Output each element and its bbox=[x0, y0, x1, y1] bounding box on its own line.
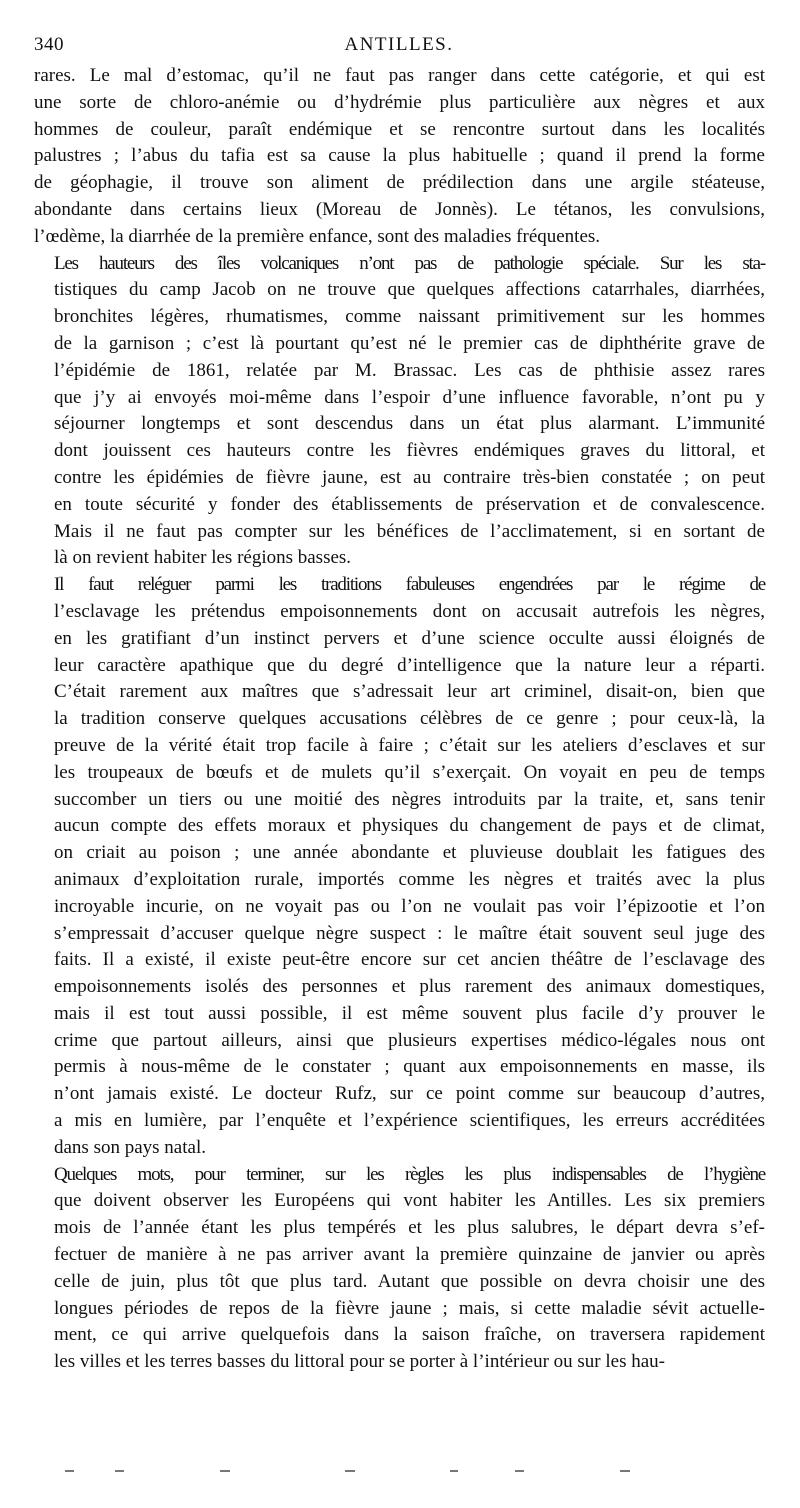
text-line: succomber un tiers ou une moitié des nègres introduits par la traite, et, sans tenir bbox=[54, 788, 765, 810]
text-line: a mis en lumière, par l’enquête et l’expérience scientifiques, les erreurs accréditées bbox=[54, 1110, 765, 1132]
text-line: les troupeaux de bœufs et de mulets qu’il s’exerçait. On voyait en peu de temps bbox=[54, 761, 765, 783]
text-line: l’esclavage les prétendus empoisonnements dont on accusait autrefois les nègres, bbox=[54, 600, 765, 622]
text-line: bronchites légères, rhumatismes, comme naissant primitivement sur les hommes bbox=[54, 306, 765, 328]
paragraph bbox=[34, 572, 765, 1162]
text-line: une sorte de chloro-anémie ou d’hydrémie plus particulière aux nègres et aux bbox=[34, 91, 765, 113]
text-line: tistiques du camp Jacob on ne trouve que quelques affections catarrhales, diarrhées, bbox=[54, 279, 765, 301]
text-line: crime que partout ailleurs, ainsi que plusieurs expertises médico-légales nous ont bbox=[54, 1029, 765, 1051]
text-line: Les hauteurs des îles volcaniques n’ont pas de pathologie spéciale. Sur les sta- bbox=[54, 252, 765, 274]
paragraph bbox=[34, 63, 765, 251]
text-line: aucun compte des effets moraux et physiques du changement de pays et de climat, bbox=[54, 815, 765, 837]
text-line: en toute sécurité y fonder des établissements de préservation et de convalescence. bbox=[54, 493, 765, 515]
page-number: 340 bbox=[34, 34, 64, 55]
text-line: permis à nous-même de le constater ; quant aux empoisonnements en masse, ils bbox=[54, 1056, 765, 1078]
text-line: Il faut reléguer parmi les traditions fabuleuses engendrées par le régime de bbox=[54, 574, 765, 596]
text-line: mais il est tout aussi possible, il est même souvent plus facile d’y prouver le bbox=[54, 1002, 765, 1024]
text-line: mois de l’année étant les plus tempérés et les plus salubres, le départ devra s’ef- bbox=[54, 1217, 765, 1239]
text-line: incroyable incurie, on ne voyait pas ou l’on ne voulait pas voir l’épizootie et l’on bbox=[54, 895, 765, 917]
text-line: Mais il ne faut pas compter sur les bénéfices de l’acclimatement, si en sortant de bbox=[54, 520, 765, 542]
text-line: n’ont jamais existé. Le docteur Rufz, sur ce point comme sur beaucoup d’autres, bbox=[54, 1083, 765, 1105]
text-line: dans son pays natal. bbox=[54, 1136, 206, 1158]
text-line: que j’y ai envoyés moi-même dans l’espoir d’une influence favorable, n’ont pu y bbox=[54, 386, 765, 408]
text-line: leur caractère apathique que du degré d’intelligence que la nature leur a réparti. bbox=[54, 654, 765, 676]
text-line: la tradition conserve quelques accusations célèbres de ce genre ; pour ceux-là, la bbox=[54, 708, 765, 730]
text-line: les villes et les terres basses du littoral pour se porter à l’intérieur ou sur les hau- bbox=[54, 1351, 665, 1373]
text-line: là on revient habiter les régions basses. bbox=[54, 547, 352, 569]
text-line: palustres ; l’abus du tafia est sa cause la plus habituelle ; quand il prend la forme bbox=[34, 145, 765, 167]
paragraph bbox=[34, 251, 765, 573]
text-line: C’était rarement aux maîtres que s’adressait leur art criminel, disait-on, bien que bbox=[54, 681, 765, 703]
text-line: abondante dans certains lieux (Moreau de Jonnès). Le tétanos, les convulsions, bbox=[34, 198, 765, 220]
running-title: ANTILLES. bbox=[344, 34, 454, 55]
text-line: que doivent observer les Européens qui vont habiter les Antilles. Les six premiers bbox=[54, 1190, 765, 1212]
text-line: longues périodes de repos de la fièvre jaune ; mais, si cette maladie sévit actuelle- bbox=[54, 1297, 765, 1319]
text-line: Quelques mots, pour terminer, sur les règles les plus indispensables de l’hygiène bbox=[54, 1163, 765, 1185]
text-line: séjourner longtemps et sont descendus dans un état plus alarmant. L’immunité bbox=[54, 413, 765, 435]
text-line: de la garnison ; c’est là pourtant qu’est né le premier cas de diphthérite grave de bbox=[54, 332, 765, 354]
text-line: on criait au poison ; une année abondante et pluvieuse doublait les fatigues des bbox=[54, 842, 765, 864]
text-line: empoisonnements isolés des personnes et plus rarement des animaux domestiques, bbox=[54, 976, 765, 998]
text-line: hommes de couleur, paraît endémique et se rencontre surtout dans les localités bbox=[34, 118, 765, 140]
text-line: contre les épidémies de fièvre jaune, est au contraire très-bien constatée ; on peut bbox=[54, 466, 765, 488]
body-text bbox=[34, 63, 765, 1376]
text-line: s’empressait d’accuser quelque nègre suspect : le maître était souvent seul juge des bbox=[54, 922, 765, 944]
text-line: rares. Le mal d’estomac, qu’il ne faut pas ranger dans cette catégorie, et qui est bbox=[34, 65, 765, 86]
text-line: preuve de la vérité était trop facile à faire ; c’était sur les ateliers d’esclaves et sur bbox=[54, 734, 765, 756]
text-line: ment, ce qui arrive quelquefois dans la saison fraîche, on traversera rapidement bbox=[54, 1324, 765, 1346]
page-header bbox=[34, 30, 764, 60]
text-line: l’épidémie de 1861, relatée par M. Brassac. Les cas de phthisie assez rares bbox=[54, 359, 765, 381]
text-line: de géophagie, il trouve son aliment de prédilection dans une argile stéateuse, bbox=[34, 172, 765, 194]
text-line: faits. Il a existé, il existe peut-être encore sur cet ancien théâtre de l’esclavage des bbox=[54, 949, 765, 971]
text-line: celle de juin, plus tôt que plus tard. Autant que possible on devra choisir une des bbox=[54, 1270, 765, 1292]
text-line: fectuer de manière à ne pas arriver avant la première quinzaine de janvier ou après bbox=[54, 1244, 765, 1266]
text-line: en les gratifiant d’un instinct pervers et d’une science occulte aussi éloignés de bbox=[54, 627, 765, 649]
text-line: dont jouissent ces hauteurs contre les fièvres endémiques graves du littoral, et bbox=[54, 440, 765, 462]
paragraph bbox=[34, 1162, 765, 1376]
bottom-print-marks bbox=[60, 1470, 740, 1474]
text-line: l’œdème, la diarrhée de la première enfance, sont des maladies fréquentes. bbox=[34, 225, 601, 247]
text-line: animaux d’exploitation rurale, importés comme les nègres et traités avec la plus bbox=[54, 868, 765, 890]
